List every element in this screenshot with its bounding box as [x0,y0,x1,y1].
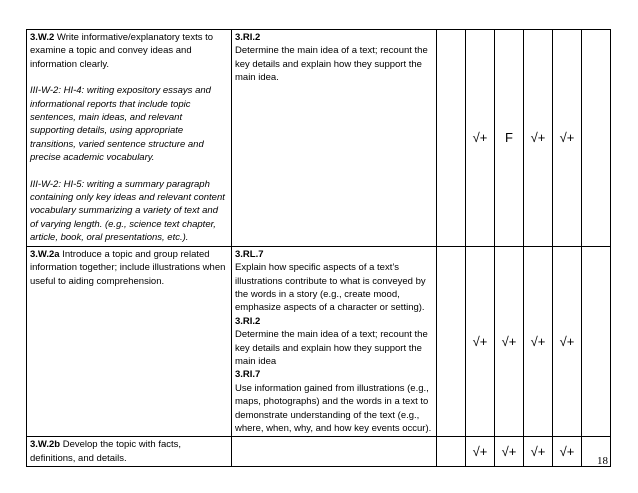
mark-cell: √+ [553,437,582,467]
writing-standard-cell [27,437,232,467]
mark-cell [437,437,466,467]
mark-cell: √+ [495,437,524,467]
state-standard-text: III-W-2: HI-5: writing a summary paragraph containing only key ideas and relevant content vocabulary summarizing a variety of text and of varying length. (e.g., science text chapter, article, book, oral presentations, etc.). [30,178,225,244]
page-number: 18 [597,455,608,467]
mark-cell: √+ [524,437,553,467]
standard-description: Use information gained from illustrations (e.g., maps, photographs) and the words in a text to demonstrate understanding of the text (e.g., where, when, why, and how key events occur). [235,382,432,434]
writing-standard-cell [27,30,232,247]
standard-code: 3.RI.2 [235,315,261,327]
mark-cell [582,30,611,247]
mark-cell: F [495,30,524,247]
standard-code: 3.RI.2 [235,32,261,43]
mark-cell: √+ [524,30,553,247]
standard-code: 3.RL.7 [235,248,264,260]
standard-description: Write informative/explanatory texts to examine a topic and convey ideas and information clearly. [30,32,214,70]
standards-table [26,29,611,467]
mark-cell: √+ [524,246,553,437]
mark-cell [437,30,466,247]
standard-code: 3.RI.7 [235,369,261,381]
reading-standard-cell [232,30,437,247]
standard-description: Introduce a topic and group related information together; include illustrations when useful to aiding comprehension. [30,248,226,287]
mark-cell: √+ [466,246,495,437]
reading-standard-cell [232,246,437,437]
table-row [27,437,611,467]
standard-text [30,248,228,288]
mark-cell: √+ [466,437,495,467]
standard-code: 3.W.2a [30,248,60,260]
mark-cell [582,246,611,437]
standard-text [30,31,228,71]
table-row [27,246,611,437]
writing-standard-cell [27,246,232,437]
table-row [27,30,611,247]
mark-cell [437,246,466,437]
state-standard-text: III-W-2: HI-4: writing expository essays and informational reports that include topic sentences, main ideas, and relevant supporting details, using appropriate transitions, varied sentence structure and precise academic vocabulary. [30,85,211,164]
standard-description: Explain how specific aspects of a text’s illustrations contribute to what is conveyed by the words in a story (e.g., create mood, emphasize aspects of a character or setting). [235,262,426,314]
mark-cell: √+ [495,246,524,437]
standard-description: Develop the topic with facts, definitions, and details. [30,439,182,464]
reading-standard-cell [232,437,437,467]
standard-code: 3.W.2b [30,439,61,451]
mark-cell: √+ [466,30,495,247]
mark-cell: √+ [553,246,582,437]
standard-code: 3.W.2 [30,32,55,43]
mark-cell: √+ [553,30,582,247]
standard-description: Determine the main idea of a text; recount the key details and explain how they support the main idea [235,329,428,367]
standard-description: Determine the main idea of a text; recount the key details and explain how they support the main idea. [235,45,428,84]
standard-text [30,438,228,465]
